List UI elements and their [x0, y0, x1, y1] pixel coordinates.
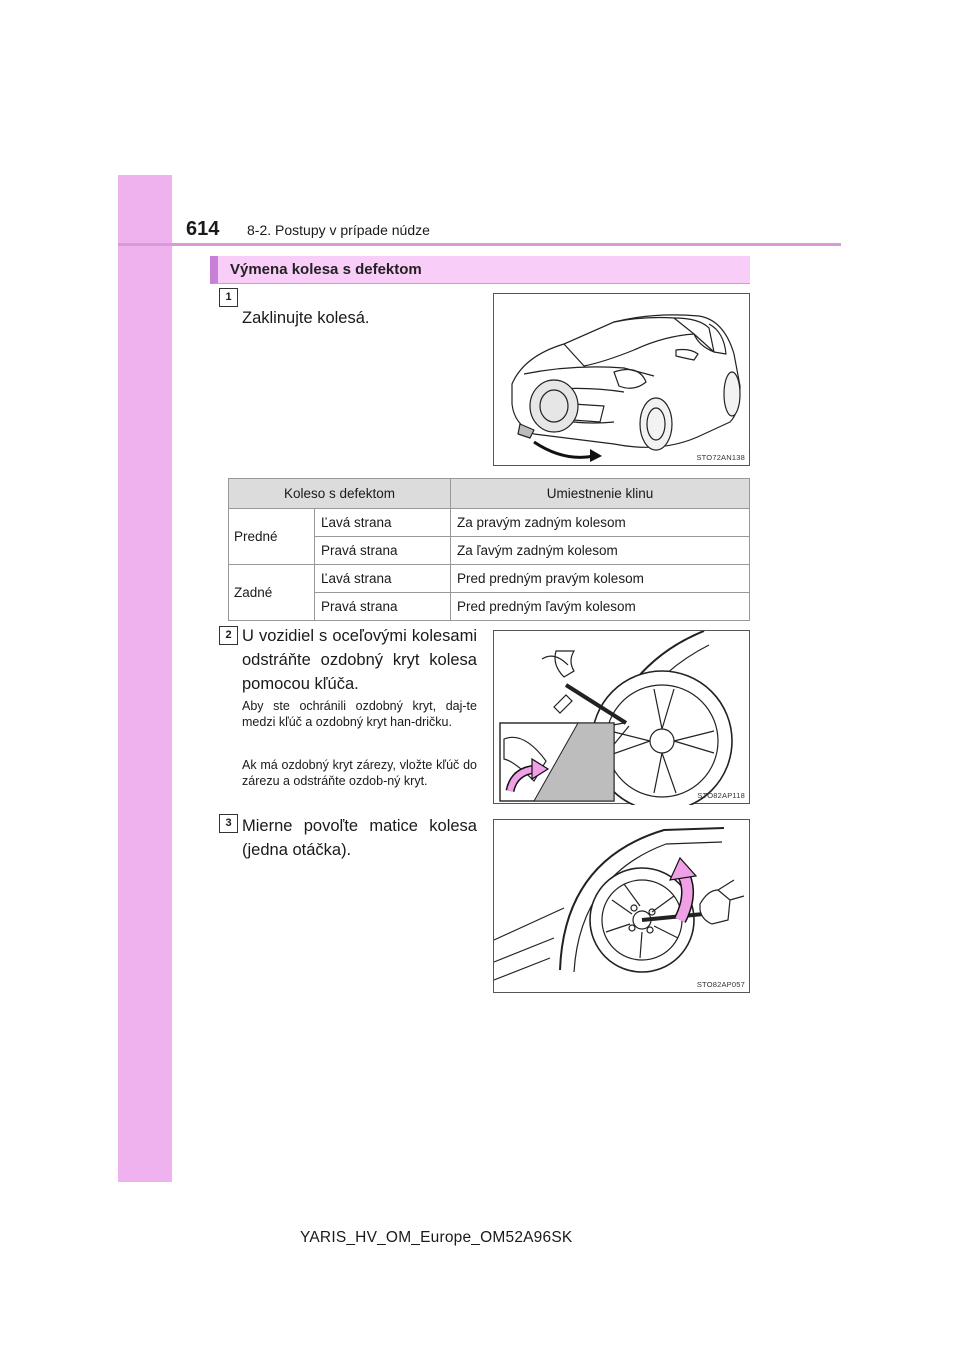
table-header-cell: Umiestnenie klinu: [451, 479, 750, 509]
table-group-label: Predné: [229, 509, 315, 565]
table-cell-side: Pravá strana: [315, 537, 451, 565]
table-header-cell: Koleso s defektom: [229, 479, 451, 509]
figure-code-3: STO82AP057: [696, 980, 745, 989]
table-cell-location: Za ľavým zadným kolesom: [451, 537, 750, 565]
table-cell-location: Za pravým zadným kolesom: [451, 509, 750, 537]
step-2-note-2: Ak má ozdobný kryt zárezy, vložte kľúč do zárezu a odstráňte ozdob-ný kryt.: [242, 758, 477, 788]
wheel-cover-illustration: [494, 631, 751, 805]
figure-code-1: STO72AN138: [696, 453, 745, 462]
table-header-row: [229, 479, 750, 509]
section-heading: [210, 256, 750, 284]
table-row: [229, 565, 750, 593]
table-group-label: Zadné: [229, 565, 315, 621]
figure-wheel-chocks: [493, 293, 750, 466]
table-row: [229, 509, 750, 537]
section-heading-text: Výmena kolesa s defektom: [230, 261, 422, 278]
step-number-2: 2: [219, 626, 238, 645]
step-number-3: 3: [219, 814, 238, 833]
table-cell-side: Pravá strana: [315, 593, 451, 621]
table-cell-location: Pred predným pravým kolesom: [451, 565, 750, 593]
side-tab: [118, 175, 172, 1182]
footer-doc-id: YARIS_HV_OM_Europe_OM52A96SK: [300, 1229, 573, 1246]
step-text-1: Zaklinujte kolesá.: [242, 309, 370, 327]
step-number-1: 1: [219, 288, 238, 307]
figure-remove-wheel-cover: [493, 630, 750, 804]
step-text-2: U vozidiel s oceľovými kolesami odstráňte ozdobný kryt kolesa pomocou kľúča.: [242, 627, 477, 693]
step-2-note-1: Aby ste ochránili ozdobný kryt, daj-te medzi kľúč a ozdobný kryt han-dričku.: [242, 699, 477, 729]
header-rule: [118, 243, 841, 246]
figure-loosen-nuts: [493, 819, 750, 993]
loosen-nuts-illustration: [494, 820, 751, 994]
section-title: 8-2. Postupy v prípade núdze: [247, 222, 430, 238]
page-number: 614: [186, 218, 220, 240]
figure-code-2: STO82AP118: [697, 791, 745, 800]
table-cell-side: Ľavá strana: [315, 565, 451, 593]
step-text-3: Mierne povoľte matice kolesa (jedna otáčka).: [242, 817, 477, 859]
table-cell-side: Ľavá strana: [315, 509, 451, 537]
car-illustration: [494, 294, 751, 467]
wheel-chock-table: [228, 478, 750, 621]
table-cell-location: Pred predným ľavým kolesom: [451, 593, 750, 621]
